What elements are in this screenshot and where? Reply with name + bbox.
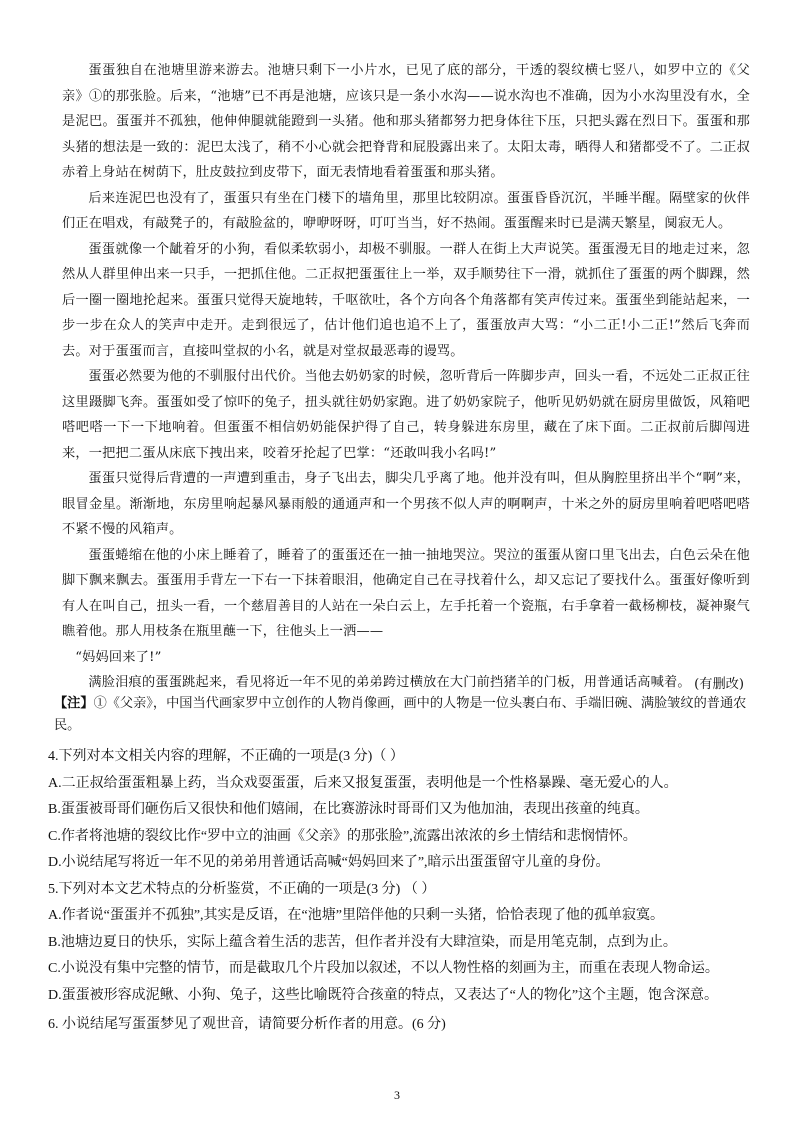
- footnote-tag: 【注】: [54, 696, 94, 711]
- question-4-stem: 4.下列对本文相关内容的理解，不正确的一项是(3 分)（ ）: [48, 749, 404, 764]
- story-paragraph-4: 蛋蛋必然要为他的不驯服付出代价。当他去奶奶家的时候，忽听背后一阵脚步声，回头一看，不远处二正叔正往这里蹑脚飞奔。蛋蛋如受了惊吓的兔子，扭头就往奶奶家跑。进了奶奶家院子，他听见奶奶就在厨房里做饭，风箱吧嗒吧嗒一下一下地响着。但蛋蛋不相信奶奶能保护得了自己，转身躲进东房里，藏在了床下面。二正叔前后脚闯进来，一把把二蛋从床底下拽出来，咬着牙抡起了巴掌：“还敢叫我小名吗!”: [62, 369, 750, 461]
- question-6-stem: 6. 小说结尾写蛋蛋梦见了观世音，请简要分析作者的用意。(6 分): [48, 1017, 446, 1032]
- question-section: [48, 744, 758, 1039]
- story-paragraph-1: 蛋蛋独自在池塘里游来游去。池塘只剩下一小片水，已见了底的部分，干透的裂纹横七竖八，如罗中立的《父亲》①的那张脸。后来，“池塘”已不再是池塘，应该只是一条小水沟——说水沟也不准确，因为小水沟里没有水，全是泥巴。蛋蛋并不孤独，他伸伸腿就能蹬到一头猪。他和那头猪都努力把身体往下压，只把头露在烈日下。蛋蛋和那头猪的想法是一致的：泥巴太浅了，稍不小心就会把脊背和屁股露出来了。太阳太毒，晒得人和猪都受不了。二正叔赤着上身站在树荫下，肚皮鼓拉到皮带下，面无表情地看着蛋蛋和那头猪。: [62, 63, 750, 180]
- source-note: (有删改): [694, 677, 744, 692]
- story-text: [62, 58, 750, 696]
- question-5-stem: 5.下列对本文艺术特点的分析鉴赏，不正确的一项是(3 分) （ ）: [48, 881, 436, 897]
- question-4-option-a: A.二正叔给蛋蛋粗暴上药，当众戏耍蛋蛋，后来又报复蛋蛋，表明他是一个性格暴躁、毫无爱心的人。: [48, 775, 678, 791]
- footnote: [54, 693, 754, 737]
- footnote-text: ①《父亲》，中国当代画家罗中立创作的人物肖像画，画中的人物是一位头裹白布、手端旧碗、满脸皱纹的普通农民。: [54, 696, 747, 733]
- question-5-option-c: C.小说没有集中完整的情节，而是截取几个片段加以叙述，不以人物性格的刻画为主，而重在表现人物命运。: [48, 961, 719, 976]
- story-paragraph-6: 蛋蛋蜷缩在他的小床上睡着了，睡着了的蛋蛋还在一抽一抽地哭泣。哭泣的蛋蛋从窗口里飞出去，白色云朵在他脚下飘来飘去。蛋蛋用手背左一下右一下抹着眼泪，他确定自己在寻找着什么，却又忘记了要找什么。蛋蛋好像听到有人在叫自己，扭头一看，一个慈眉善目的人站在一朵白云上，左手托着一个瓷瓶，右手拿着一截杨柳枝，凝神聚气瞧着他。那人用枝条在瓶里蘸一下，往他头上一洒——: [62, 547, 750, 639]
- question-5-option-b: B.池塘边夏日的快乐，实际上蕴含着生活的悲苦，但作者并没有大肆渲染，而是用笔克制，点到为止。: [48, 934, 677, 950]
- question-4-option-d: D.小说结尾写将近一年不见的弟弟用普通话高喊“妈妈回来了”,暗示出蛋蛋留守儿童的身份。: [48, 855, 610, 870]
- story-paragraph-8: 满脸泪痕的蛋蛋跳起来，看见将近一年不见的弟弟跨过横放在大门前挡猪羊的门板，用普通话高喊着。: [88, 675, 691, 690]
- question-4-option-b: B.蛋蛋被哥哥们砸伤后又很快和他们嬉闹，在比赛游泳时哥哥们又为他加油，表现出孩童的纯真。: [48, 802, 649, 817]
- question-5-option-a: A.作者说“蛋蛋并不孤独”,其实是反语，在“池塘”里陪伴他的只剩一头猪，恰恰表现了他的孤单寂寞。: [48, 908, 664, 923]
- question-5-option-d: D.蛋蛋被形容成泥鳅、小狗、兔子，这些比喻既符合孩童的特点，又表达了“人的物化”这个主题，饱含深意。: [48, 987, 719, 1003]
- question-4-option-c: C.作者将池塘的裂纹比作“罗中立的油画《父亲》的那张脸”,流露出浓浓的乡土情结和悲悯情怀。: [48, 828, 637, 844]
- story-paragraph-3: 蛋蛋就像一个龇着牙的小狗，看似柔软弱小，却极不驯服。一群人在街上大声说笑。蛋蛋漫无目的地走过来，忽然从人群里伸出来一只手，一把抓住他。二正叔把蛋蛋往上一举，双手顺势往下一滑，就抓住了蛋蛋的两个脚踝，然后一圈一圈地抡起来。蛋蛋只觉得天旋地转，千呕欲吐，各个方向各个角落都有笑声传过来。蛋蛋坐到能站起来，一步一步在众人的笑声中走开。走到很远了，估计他们追也追不上了，蛋蛋放声大骂：“小二正!小二正!”然后飞奔而去。对于蛋蛋而言，直接叫堂叔的小名，就是对堂叔最恶毒的谩骂。: [62, 241, 750, 359]
- story-paragraph-5: 蛋蛋只觉得后背遭的一声遭到重击，身子飞出去，脚尖几乎离了地。他并没有叫，但从胸腔里挤出半个“啊”来，眼冒金星。渐渐地，东房里响起暴风暴雨般的通通声和一个男孩不似人声的啊啊声，十米之外的厨房里响着吧嗒吧嗒不紧不慢的风箱声。: [62, 471, 750, 537]
- story-paragraph-7: “妈妈回来了!”: [75, 649, 162, 665]
- story-paragraph-2: 后来连泥巴也没有了，蛋蛋只有坐在门楼下的墙角里，那里比较阴凉。蛋蛋昏昏沉沉，半睡半醒。隔壁家的伙伴们正在唱戏，有敲凳子的，有敲脸盆的，咿咿呀呀，叮叮当当，好不热闹。蛋蛋醒来时已是满天繁星，阒寂无人。: [62, 190, 750, 231]
- page-number: 3: [394, 1088, 400, 1102]
